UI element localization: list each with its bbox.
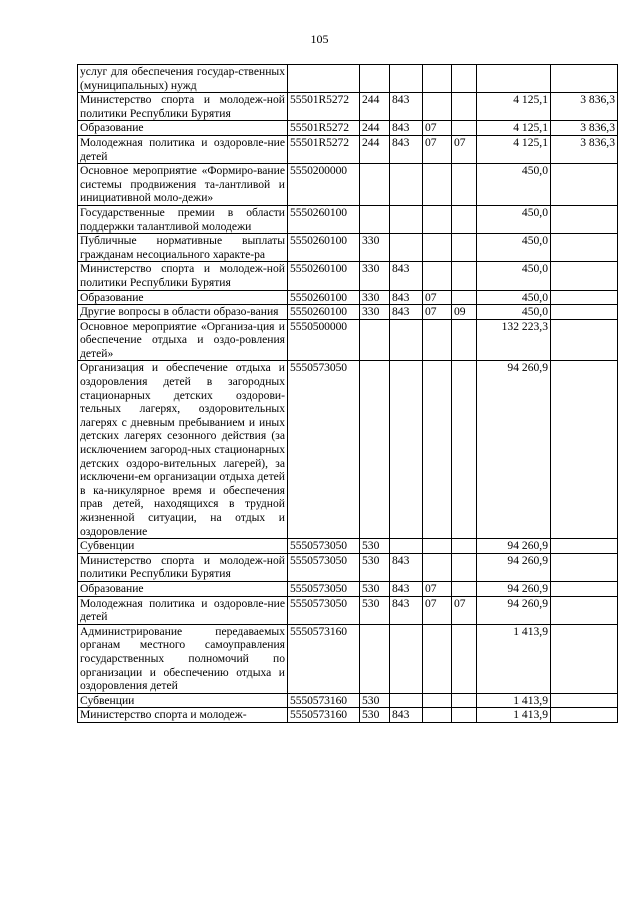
- subsection-code: [452, 553, 477, 581]
- ministry-code: [390, 693, 423, 708]
- amount-1: 450,0: [477, 290, 551, 305]
- expense-type-code: 244: [360, 121, 390, 136]
- target-article-code: 5550573160: [288, 693, 360, 708]
- section-code: 07: [423, 305, 452, 320]
- section-code: 07: [423, 290, 452, 305]
- ministry-code: [390, 319, 423, 361]
- section-code: [423, 319, 452, 361]
- target-article-code: [288, 65, 360, 93]
- table-row: [78, 624, 618, 693]
- row-name: Министерство спорта и молодеж-ной политики Республики Бурятия: [78, 553, 288, 581]
- ministry-code: 843: [390, 581, 423, 596]
- section-code: [423, 693, 452, 708]
- section-code: [423, 708, 452, 723]
- subsection-code: [452, 290, 477, 305]
- ministry-code: 843: [390, 135, 423, 163]
- table-row: [78, 539, 618, 554]
- target-article-code: 5550573050: [288, 539, 360, 554]
- amount-1: 450,0: [477, 205, 551, 233]
- amount-2: [551, 65, 618, 93]
- section-code: [423, 539, 452, 554]
- amount-1: 94 260,9: [477, 553, 551, 581]
- target-article-code: 5550200000: [288, 164, 360, 206]
- amount-2: [551, 205, 618, 233]
- table-row: [78, 205, 618, 233]
- table-row: [78, 164, 618, 206]
- expense-type-code: 244: [360, 135, 390, 163]
- target-article-code: 5550573160: [288, 624, 360, 693]
- table-row: [78, 693, 618, 708]
- section-code: 07: [423, 596, 452, 624]
- subsection-code: [452, 164, 477, 206]
- amount-1: 132 223,3: [477, 319, 551, 361]
- expense-type-code: [360, 361, 390, 539]
- row-name: Субвенции: [78, 693, 288, 708]
- ministry-code: 843: [390, 290, 423, 305]
- expense-type-code: [360, 65, 390, 93]
- ministry-code: 843: [390, 121, 423, 136]
- section-code: [423, 234, 452, 262]
- section-code: 07: [423, 121, 452, 136]
- row-name: Организация и обеспечение отдыха и оздоровления детей в загородных стационарных детских оздорови-тельных лагерях, оздоровительных лагерях с дневным пребыванием и иных детских лагерях сезонного действия (за исключением загород-ных стационарных детских оздоро-вительных лагерей), за исключени-ем организации отдыха детей в ка-никулярное время и обеспечения прав детей, находящихся в трудной жизненной ситуации, на отдых и оздоровление: [78, 361, 288, 539]
- page-number: 105: [310, 32, 329, 46]
- amount-2: [551, 708, 618, 723]
- ministry-code: 843: [390, 262, 423, 290]
- subsection-code: [452, 361, 477, 539]
- target-article-code: 5550260100: [288, 305, 360, 320]
- section-code: [423, 65, 452, 93]
- row-name: Министерство спорта и молодеж-ной политики Республики Бурятия: [78, 262, 288, 290]
- amount-2: [551, 234, 618, 262]
- subsection-code: [452, 205, 477, 233]
- target-article-code: 5550573050: [288, 581, 360, 596]
- expense-type-code: 330: [360, 305, 390, 320]
- subsection-code: 07: [452, 596, 477, 624]
- subsection-code: [452, 581, 477, 596]
- subsection-code: [452, 93, 477, 121]
- row-name: Образование: [78, 121, 288, 136]
- expense-type-code: 530: [360, 596, 390, 624]
- target-article-code: 5550500000: [288, 319, 360, 361]
- section-code: [423, 553, 452, 581]
- expense-type-code: 330: [360, 234, 390, 262]
- row-name: Министерство спорта и молодеж-: [78, 708, 288, 723]
- expense-type-code: [360, 164, 390, 206]
- table-row: [78, 290, 618, 305]
- budget-table: [77, 64, 618, 723]
- table-row: [78, 121, 618, 136]
- table-row: [78, 581, 618, 596]
- ministry-code: 843: [390, 305, 423, 320]
- amount-1: 450,0: [477, 262, 551, 290]
- row-name: Государственные премии в области поддержки талантливой молодежи: [78, 205, 288, 233]
- amount-1: 450,0: [477, 234, 551, 262]
- subsection-code: [452, 262, 477, 290]
- table-row: [78, 262, 618, 290]
- amount-1: [477, 65, 551, 93]
- target-article-code: 5550573050: [288, 596, 360, 624]
- target-article-code: 55501R5272: [288, 121, 360, 136]
- amount-2: 3 836,3: [551, 121, 618, 136]
- section-code: [423, 624, 452, 693]
- target-article-code: 55501R5272: [288, 93, 360, 121]
- ministry-code: [390, 65, 423, 93]
- amount-2: [551, 596, 618, 624]
- amount-2: 3 836,3: [551, 93, 618, 121]
- amount-1: 450,0: [477, 164, 551, 206]
- target-article-code: 5550260100: [288, 234, 360, 262]
- row-name: Администрирование передаваемых органам местного самоуправления государственных полномочий по организации и обеспечению отдыха и оздоровления детей: [78, 624, 288, 693]
- expense-type-code: 330: [360, 290, 390, 305]
- row-name: Основное мероприятие «Организа-ция и обеспечение отдыха и оздо-ровления детей»: [78, 319, 288, 361]
- amount-1: 4 125,1: [477, 135, 551, 163]
- subsection-code: [452, 539, 477, 554]
- subsection-code: [452, 121, 477, 136]
- row-name: Другие вопросы в области образо-вания: [78, 305, 288, 320]
- subsection-code: 07: [452, 135, 477, 163]
- amount-2: [551, 319, 618, 361]
- expense-type-code: 244: [360, 93, 390, 121]
- target-article-code: 55501R5272: [288, 135, 360, 163]
- ministry-code: 843: [390, 596, 423, 624]
- section-code: [423, 93, 452, 121]
- amount-2: [551, 164, 618, 206]
- amount-2: [551, 693, 618, 708]
- ministry-code: [390, 624, 423, 693]
- expense-type-code: 330: [360, 262, 390, 290]
- expense-type-code: 530: [360, 693, 390, 708]
- subsection-code: [452, 65, 477, 93]
- subsection-code: [452, 708, 477, 723]
- amount-1: 450,0: [477, 305, 551, 320]
- amount-2: [551, 262, 618, 290]
- subsection-code: [452, 624, 477, 693]
- ministry-code: 843: [390, 93, 423, 121]
- section-code: 07: [423, 581, 452, 596]
- row-name: Молодежная политика и оздоровле-ние детей: [78, 596, 288, 624]
- table-row: [78, 65, 618, 93]
- subsection-code: 09: [452, 305, 477, 320]
- target-article-code: 5550260100: [288, 262, 360, 290]
- table-row: [78, 135, 618, 163]
- expense-type-code: 530: [360, 708, 390, 723]
- table-row: [78, 234, 618, 262]
- row-name: Образование: [78, 581, 288, 596]
- amount-2: [551, 290, 618, 305]
- target-article-code: 5550573050: [288, 361, 360, 539]
- amount-1: 4 125,1: [477, 93, 551, 121]
- subsection-code: [452, 234, 477, 262]
- subsection-code: [452, 319, 477, 361]
- amount-2: [551, 581, 618, 596]
- section-code: 07: [423, 135, 452, 163]
- row-name: услуг для обеспечения государ-ственных (муниципальных) нужд: [78, 65, 288, 93]
- section-code: [423, 262, 452, 290]
- row-name: Молодежная политика и оздоровле-ние детей: [78, 135, 288, 163]
- ministry-code: 843: [390, 708, 423, 723]
- amount-2: [551, 553, 618, 581]
- amount-2: [551, 361, 618, 539]
- row-name: Образование: [78, 290, 288, 305]
- amount-1: 94 260,9: [477, 539, 551, 554]
- row-name: Основное мероприятие «Формиро-вание системы продвижения та-лантливой и инициативной моло-дежи»: [78, 164, 288, 206]
- target-article-code: 5550260100: [288, 290, 360, 305]
- expense-type-code: [360, 205, 390, 233]
- expense-type-code: [360, 319, 390, 361]
- ministry-code: [390, 234, 423, 262]
- section-code: [423, 164, 452, 206]
- table-row: [78, 305, 618, 320]
- row-name: Субвенции: [78, 539, 288, 554]
- amount-2: [551, 539, 618, 554]
- table-body: [78, 65, 618, 723]
- amount-1: 1 413,9: [477, 708, 551, 723]
- ministry-code: [390, 205, 423, 233]
- table-row: [78, 596, 618, 624]
- row-name: Публичные нормативные выплаты гражданам несоциального характе-ра: [78, 234, 288, 262]
- section-code: [423, 205, 452, 233]
- expense-type-code: 530: [360, 581, 390, 596]
- amount-1: 1 413,9: [477, 624, 551, 693]
- amount-2: 3 836,3: [551, 135, 618, 163]
- section-code: [423, 361, 452, 539]
- amount-1: 94 260,9: [477, 361, 551, 539]
- subsection-code: [452, 693, 477, 708]
- table-row: [78, 708, 618, 723]
- target-article-code: 5550573160: [288, 708, 360, 723]
- amount-1: 1 413,9: [477, 693, 551, 708]
- ministry-code: [390, 164, 423, 206]
- amount-1: 94 260,9: [477, 581, 551, 596]
- table-row: [78, 93, 618, 121]
- ministry-code: [390, 539, 423, 554]
- table-row: [78, 553, 618, 581]
- amount-2: [551, 624, 618, 693]
- expense-type-code: [360, 624, 390, 693]
- expense-type-code: 530: [360, 539, 390, 554]
- target-article-code: 5550573050: [288, 553, 360, 581]
- expense-type-code: 530: [360, 553, 390, 581]
- amount-1: 4 125,1: [477, 121, 551, 136]
- table-row: [78, 361, 618, 539]
- row-name: Министерство спорта и молодеж-ной политики Республики Бурятия: [78, 93, 288, 121]
- ministry-code: [390, 361, 423, 539]
- amount-2: [551, 305, 618, 320]
- target-article-code: 5550260100: [288, 205, 360, 233]
- ministry-code: 843: [390, 553, 423, 581]
- amount-1: 94 260,9: [477, 596, 551, 624]
- table-row: [78, 319, 618, 361]
